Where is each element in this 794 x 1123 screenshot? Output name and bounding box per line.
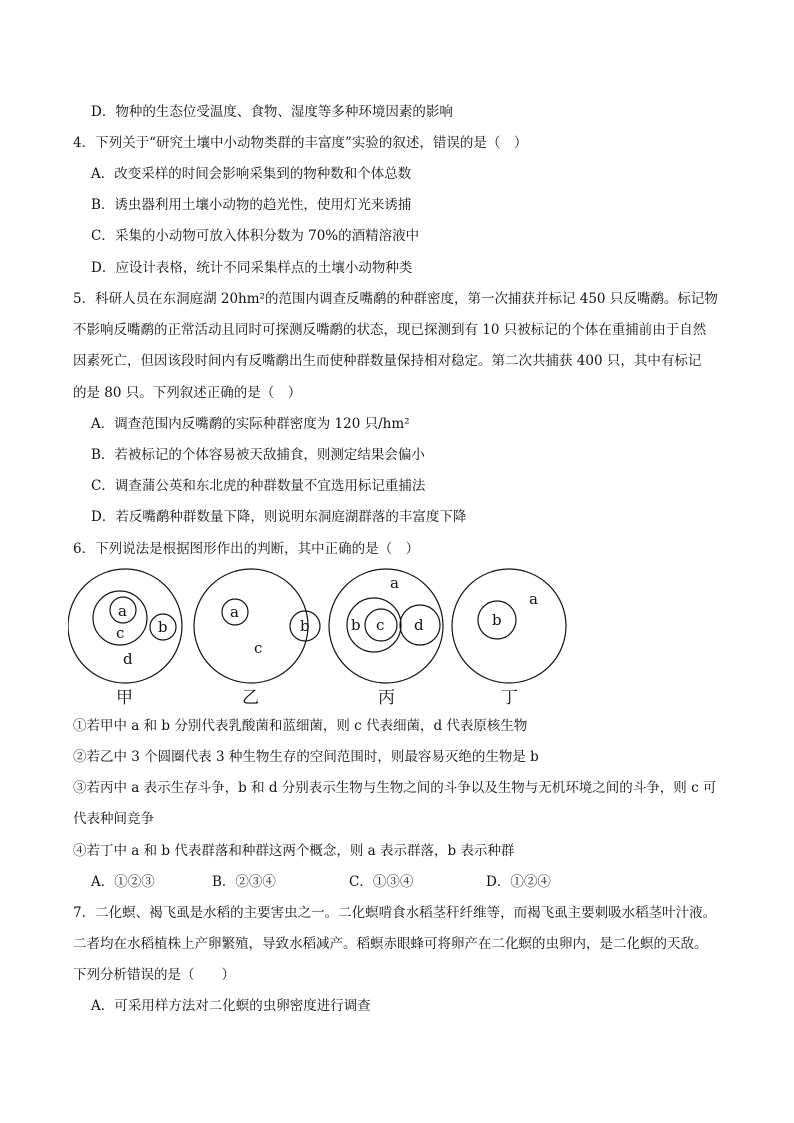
q6-option-d: D．①②④ xyxy=(486,874,551,890)
bing-outer-circle xyxy=(329,569,443,683)
q5-option-c: C．调查蒲公英和东北虎的种群数量不宜选用标记重捕法 xyxy=(91,478,426,494)
jia-label-c: c xyxy=(116,624,125,642)
bing-caption: 丙 xyxy=(378,688,395,708)
yi-label-a: a xyxy=(230,603,239,621)
q4-option-a: A．改变采样的时间会影响采集到的物种数和个体总数 xyxy=(91,166,412,182)
jia-caption: 甲 xyxy=(116,688,133,708)
q7-stem-line2: 二者均在水稻植株上产卵繁殖，导致水稻减产。稻螟赤眼蜂可将卵产在二化螟的虫卵内，是二化螟的天敌。 xyxy=(73,936,708,952)
q5-stem-line3: 因素死亡，但因该段时间内有反嘴鹬出生而使种群数量保持相对稳定。第二次共捕获 400 只，其中有标记 xyxy=(73,353,702,369)
bing-label-d: d xyxy=(414,616,424,634)
q6-option-b: B．②③④ xyxy=(212,874,276,890)
q3-option-d: D．物种的生态位受温度、食物、湿度等多种环境因素的影响 xyxy=(91,104,453,120)
q4-option-b: B．诱虫器利用土壤小动物的趋光性，使用灯光来诱捕 xyxy=(91,197,412,213)
q4-option-c: C．采集的小动物可放入体积分数为 70%的酒精溶液中 xyxy=(91,228,420,244)
diagram-jia xyxy=(68,569,182,708)
jia-label-d: d xyxy=(123,650,133,668)
jia-label-a: a xyxy=(118,602,127,620)
statement-3-line2: 代表种间竞争 xyxy=(73,811,154,827)
venn-diagram-figure xyxy=(68,566,608,716)
bing-label-a: a xyxy=(390,574,399,592)
yi-caption: 乙 xyxy=(242,688,259,708)
ding-label-a: a xyxy=(529,590,538,608)
statement-4: ④若丁中 a 和 b 代表群落和种群这两个概念，则 a 表示群落，b 表示种群 xyxy=(73,843,515,859)
q7-stem-line1: 7．二化螟、褐飞虱是水稻的主要害虫之一。二化螟啃食水稻茎秆纤维等，而褐飞虱主要刺吸水稻茎叶汁液。 xyxy=(73,905,717,921)
q4-option-d: D．应设计表格，统计不同采集样点的土壤小动物种类 xyxy=(91,260,413,276)
q6-option-a: A．①②③ xyxy=(91,874,155,890)
statement-2: ②若乙中 3 个圆圈代表 3 种生物生存的空间范围时，则最容易灭绝的生物是 b xyxy=(73,749,539,765)
q5-option-b: B．若被标记的个体容易被天敌捕食，则测定结果会偏小 xyxy=(91,447,425,463)
venn-diagram-svg xyxy=(68,566,608,716)
ding-label-b: b xyxy=(492,611,502,629)
q5-stem-line1: 5．科研人员在东洞庭湖 20hm²的范围内调查反嘴鹬的种群密度，第一次捕获并标记 450 只反嘴鹬。标记物 xyxy=(73,291,718,307)
bing-label-c: c xyxy=(376,616,385,634)
statement-3-line1: ③若丙中 a 表示生存斗争，b 和 d 分别表示生物与生物之间的斗争以及生物与无机环境之间的斗争，则 c 可 xyxy=(73,780,717,796)
q5-stem-line2: 不影响反嘴鹬的正常活动且同时可探测反嘴鹬的状态，现已探测到有 10 只被标记的个体在重捕前由于自然 xyxy=(73,322,707,338)
yi-outer-circle xyxy=(194,569,308,683)
q7-option-a: A．可采用样方法对二化螟的虫卵密度进行调查 xyxy=(91,998,371,1014)
diagram-yi xyxy=(194,569,320,708)
q4-stem: 4．下列关于“研究土壤中小动物类群的丰富度”实验的叙述，错误的是（ ） xyxy=(73,135,528,151)
yi-label-c: c xyxy=(254,639,263,657)
q5-stem-line4: 的是 80 只。下列叙述正确的是（ ） xyxy=(73,385,302,401)
q5-option-d: D．若反嘴鹬种群数量下降，则说明东洞庭湖群落的丰富度下降 xyxy=(91,509,467,525)
diagram-ding xyxy=(452,569,566,708)
diagram-bing xyxy=(329,569,443,708)
ding-outer-circle xyxy=(452,569,566,683)
jia-label-b: b xyxy=(158,618,168,636)
q6-option-c: C．①③④ xyxy=(349,874,414,890)
statement-1: ①若甲中 a 和 b 分别代表乳酸菌和蓝细菌，则 c 代表细菌，d 代表原核生物 xyxy=(73,718,528,734)
ding-caption: 丁 xyxy=(501,688,518,708)
q6-stem: 6．下列说法是根据图形作出的判断，其中正确的是（ ） xyxy=(73,541,420,557)
q5-option-a: A．调查范围内反嘴鹬的实际种群密度为 120 只/hm² xyxy=(91,416,410,432)
q7-stem-line3: 下列分析错误的是（ ） xyxy=(73,967,235,983)
bing-label-b: b xyxy=(351,616,361,634)
yi-label-b: b xyxy=(300,617,310,635)
